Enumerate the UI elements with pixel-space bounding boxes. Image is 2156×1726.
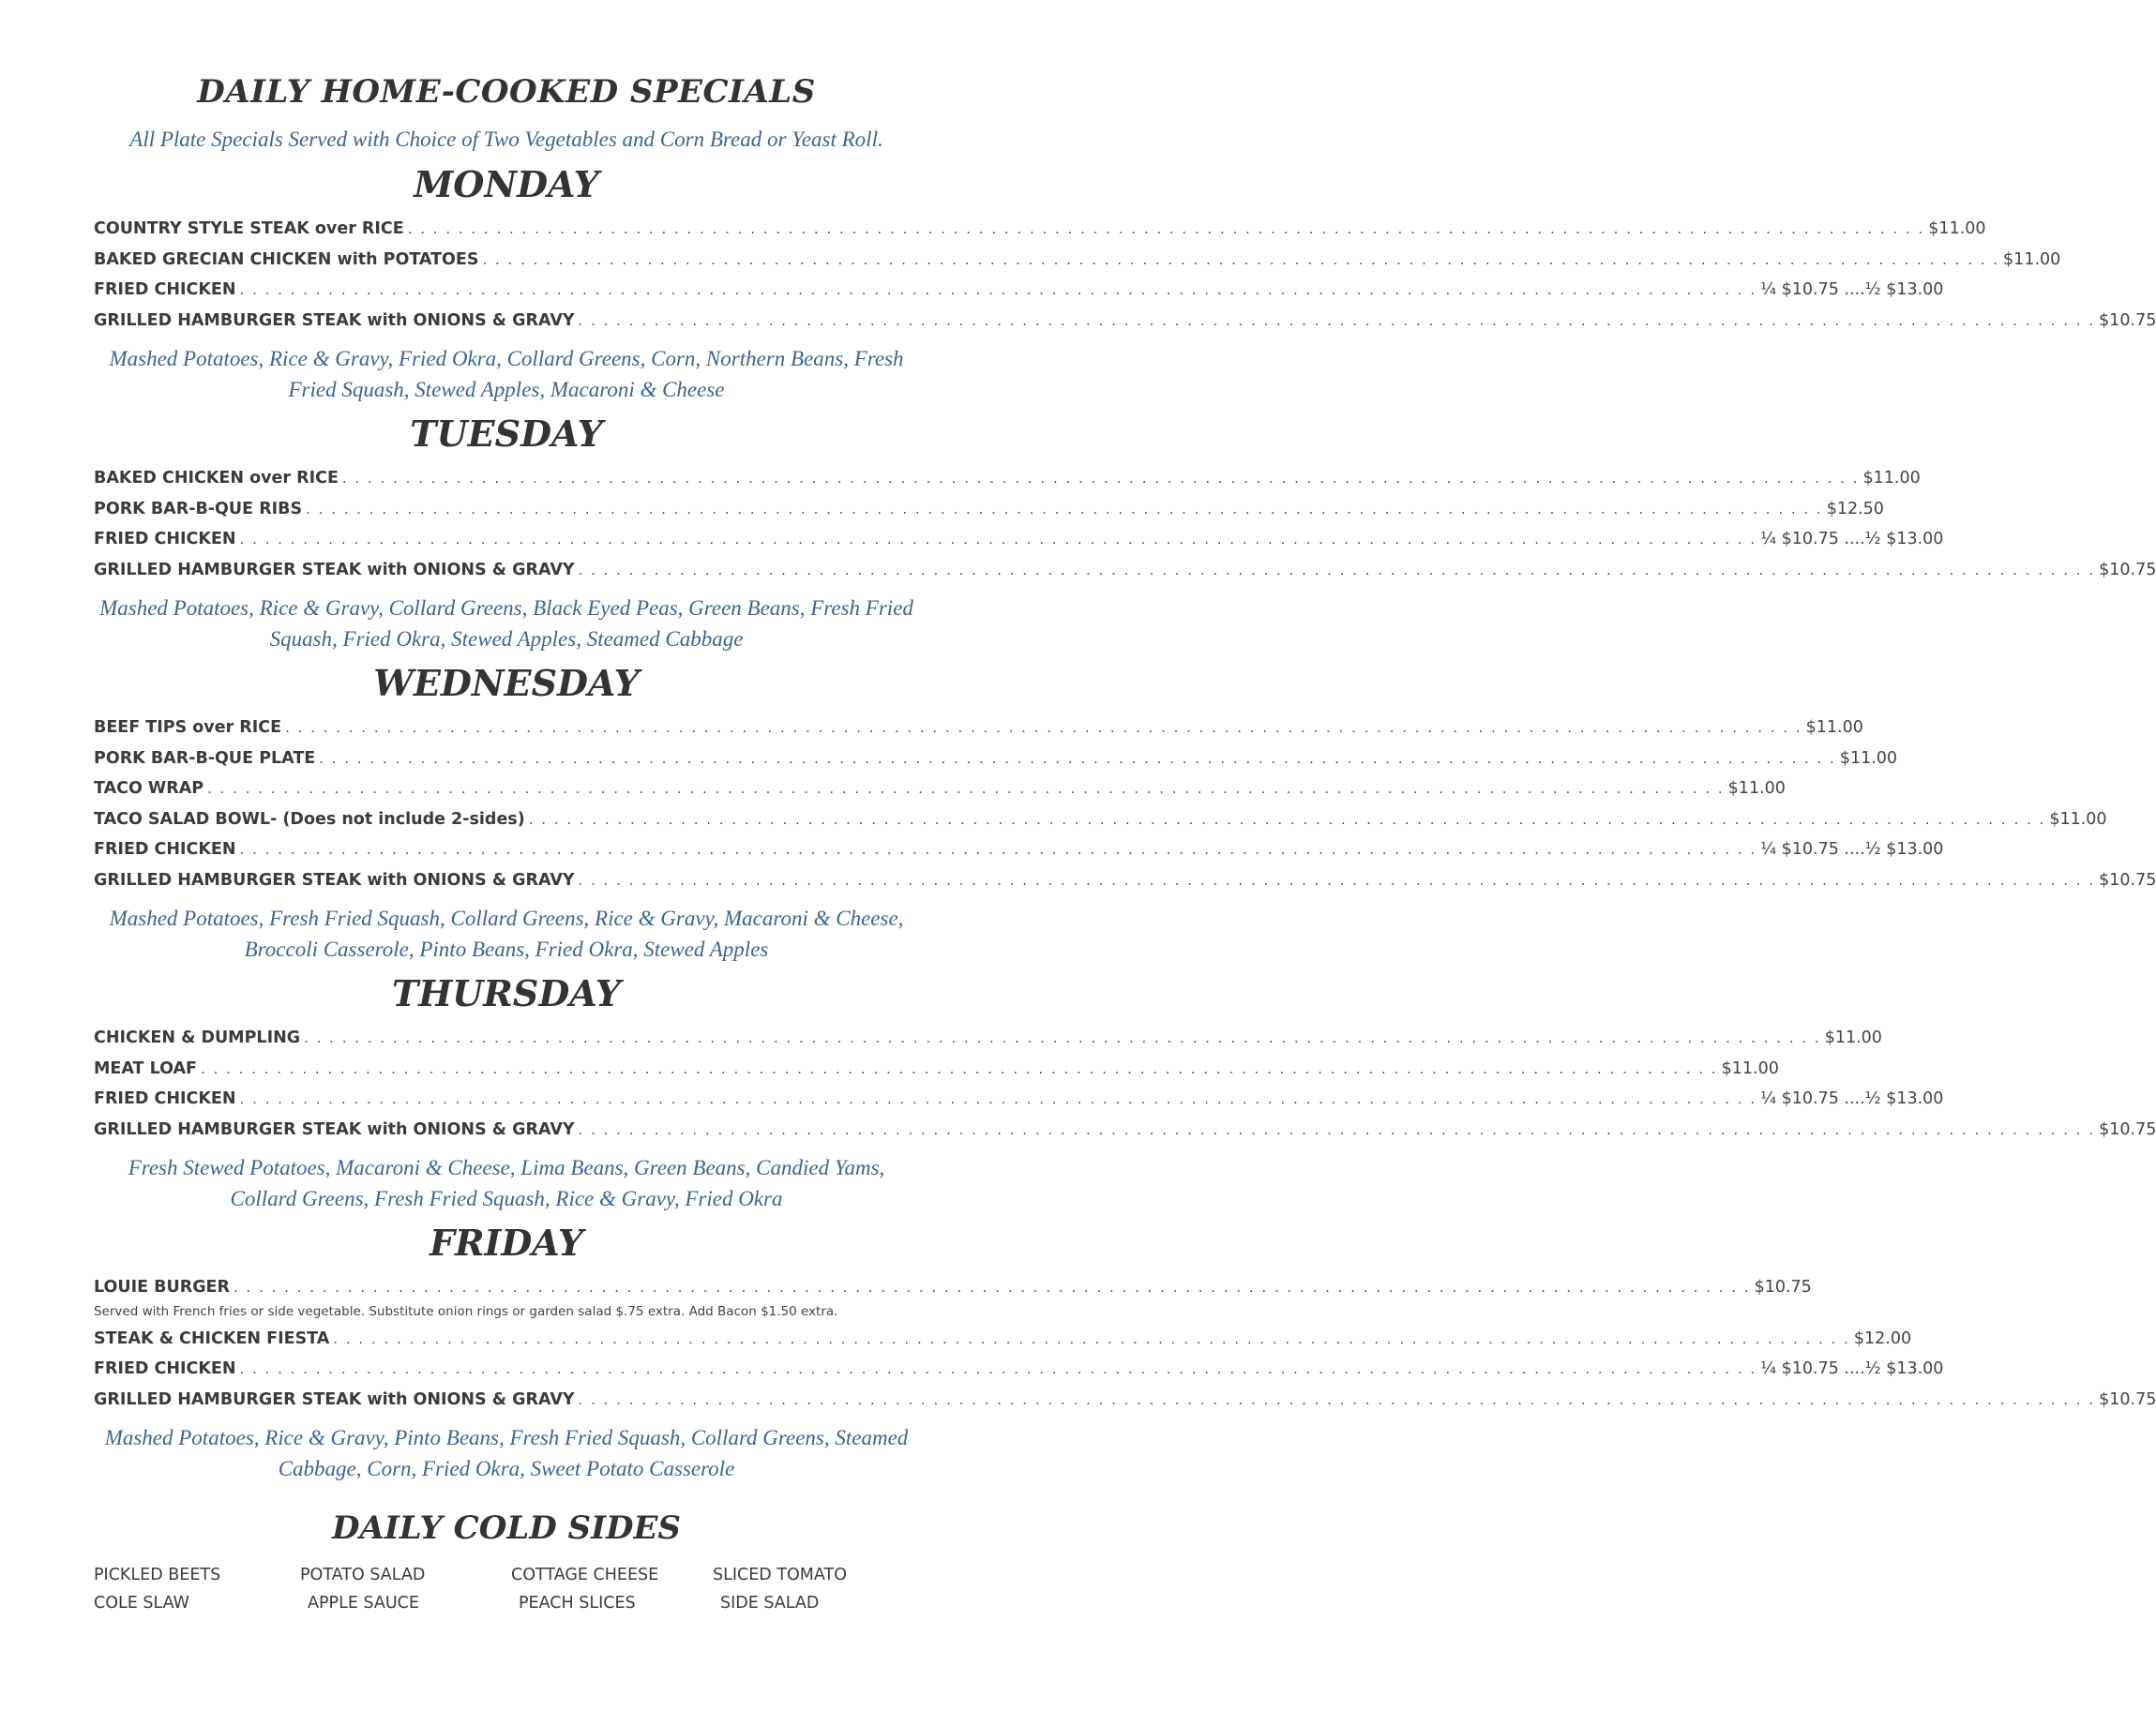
menu-item-price: $10.75 [2099, 560, 2156, 579]
day-title: THURSDAY [391, 972, 621, 1014]
menu-item-price: $11.00 [1727, 779, 1786, 798]
vegetable-sides: Mashed Potatoes, Rice & Gravy, Pinto Beans, Fresh Fried Squash, Collard Greens, Steamed Cabbage, Corn, Fried Okra, Sweet Potato Casserole [104, 1426, 909, 1480]
day-section-thursday [94, 970, 2156, 1214]
menu-item-name: COUNTRY STYLE STEAK over RICE [94, 219, 404, 238]
cold-sides-list [94, 1561, 919, 1617]
day-title: MONDAY [414, 163, 599, 205]
day-title: TUESDAY [410, 413, 603, 455]
menu-item [94, 245, 2061, 276]
cold-side-item: PEACH SLICES [519, 1594, 636, 1613]
menu-item-price: $11.00 [1839, 748, 1898, 768]
menu-item [94, 463, 1921, 494]
cold-side-item: SLICED TOMATO [713, 1566, 847, 1584]
menu-item-price: $12.50 [1826, 499, 1884, 518]
dot-leader: . . . . . . . . . . . . . . . . . . . . . . . . . . . . . . . . . . . . . . . . . . . . . . . . . . . . . . . . . . . . . . . . . . . . . . . . . . . . . . . . . . . . . . . . . . . . . . . . . . . . . . . . . . . . . . . . . . . . . . . . [341, 470, 1860, 487]
menu-items [94, 1023, 2156, 1145]
menu-item-name: LOUIE BURGER [94, 1278, 230, 1297]
cold-side-item: POTATO SALAD [300, 1566, 426, 1584]
menu-item-price: $11.00 [1805, 718, 1863, 737]
dot-leader: . . . . . . . . . . . . . . . . . . . . . . . . . . . . . . . . . . . . . . . . . . . . . . . . . . . . . . . . . . . . . . . . . . . . . . . . . . . . . . . . . . . . . . . . . . . . . . . . . . . . . . . . . . . . . . . . . . . . . . . . [207, 780, 1725, 797]
menu-item-name: TACO WRAP [94, 779, 204, 798]
vegetable-sides: Mashed Potatoes, Rice & Gravy, Collard Greens, Black Eyed Peas, Green Beans, Fresh Fried Squash, Fried Okra, Stewed Apples, Steamed Cabbage [99, 596, 913, 651]
menu-item [94, 524, 1944, 555]
cold-side-item: APPLE SAUCE [308, 1594, 419, 1613]
menu-item-name: FRIED CHICKEN [94, 530, 236, 548]
menu-item-price: $10.75 [1754, 1278, 1812, 1297]
daily-specials [94, 161, 2156, 1484]
menu-item-price: $11.00 [2049, 809, 2107, 829]
dot-leader: . . . . . . . . . . . . . . . . . . . . . . . . . . . . . . . . . . . . . . . . . . . . . . . . . . . . . . . . . . . . . . . . . . . . . . . . . . . . . . . . . . . . . . . . . . . . . . . . . . . . . . . . . . . . . . . . . . . . . . . . [528, 810, 2046, 828]
menu-item-price: $12.00 [1853, 1328, 1912, 1348]
day-section-monday [94, 161, 2156, 405]
menu-item-name: FRIED CHICKEN [94, 1359, 236, 1378]
vegetable-sides: Mashed Potatoes, Fresh Fried Squash, Collard Greens, Rice & Gravy, Macaroni & Cheese, Broccoli Casserole, Pinto Beans, Fried Okra, Stewed Apples [109, 907, 904, 961]
dot-leader: . . . . . . . . . . . . . . . . . . . . . . . . . . . . . . . . . . . . . . . . . . . . . . . . . . . . . . . . . . . . . . . . . . . . . . . . . . . . . . . . . . . . . . . . . . . . . . . . . . . . . . . . . . . . . . . . . . . . . . . . [578, 311, 2096, 329]
menu-item-name: FRIED CHICKEN [94, 1089, 236, 1108]
menu-item-price: $10.75 [2099, 870, 2156, 890]
day-section-tuesday [94, 411, 2156, 654]
menu-item-note: Served with French fries or side vegetable. Substitute onion rings or garden salad $.75 extra. Add Bacon $1.50 extra. [94, 1303, 838, 1319]
dot-leader: . . . . . . . . . . . . . . . . . . . . . . . . . . . . . . . . . . . . . . . . . . . . . . . . . . . . . . . . . . . . . . . . . . . . . . . . . . . . . . . . . . . . . . . . . . . . . . . . . . . . . . . . . . . . . . . . . . . . . . . . [239, 1090, 1757, 1107]
vegetable-sides: Mashed Potatoes, Rice & Gravy, Fried Okra, Collard Greens, Corn, Northern Beans, Fresh Fried Squash, Stewed Apples, Macaroni & Cheese [109, 347, 904, 401]
day-title: WEDNESDAY [373, 662, 640, 704]
dot-leader: . . . . . . . . . . . . . . . . . . . . . . . . . . . . . . . . . . . . . . . . . . . . . . . . . . . . . . . . . . . . . . . . . . . . . . . . . . . . . . . . . . . . . . . . . . . . . . . . . . . . . . . . . . . . . . . . . . . . . . . . [239, 1360, 1757, 1377]
cold-side-item: COLE SLAW [94, 1594, 189, 1613]
menu-item [94, 1272, 1812, 1303]
menu-item-name: GRILLED HAMBURGER STEAK with ONIONS & GRAVY [94, 310, 575, 330]
menu-item-price: ¼ $10.75 ....½ $13.00 [1760, 1089, 1944, 1108]
menu-item-price: $11.00 [1721, 1058, 1779, 1078]
day-section-wednesday [94, 660, 2156, 965]
menu-item-price: $11.00 [1928, 219, 1986, 238]
dot-leader: . . . . . . . . . . . . . . . . . . . . . . . . . . . . . . . . . . . . . . . . . . . . . . . . . . . . . . . . . . . . . . . . . . . . . . . . . . . . . . . . . . . . . . . . . . . . . . . . . . . . . . . . . . . . . . . . . . . . . . . . [578, 1390, 2096, 1408]
menu-title: DAILY HOME-COOKED SPECIALS [197, 73, 816, 111]
menu-item-price: $10.75 [2099, 1119, 2156, 1139]
menu-item-name: PORK BAR-B-QUE PLATE [94, 748, 316, 768]
menu-item [94, 1324, 1912, 1355]
menu-item-name: STEAK & CHICKEN FIESTA [94, 1328, 330, 1348]
menu-item-price: $10.75 [2099, 310, 2156, 330]
menu-item [94, 1084, 1944, 1115]
dot-leader: . . . . . . . . . . . . . . . . . . . . . . . . . . . . . . . . . . . . . . . . . . . . . . . . . . . . . . . . . . . . . . . . . . . . . . . . . . . . . . . . . . . . . . . . . . . . . . . . . . . . . . . . . . . . . . . . . . . . . . . . [239, 281, 1757, 298]
cold-side-item: PICKLED BEETS [94, 1566, 221, 1584]
dot-leader: . . . . . . . . . . . . . . . . . . . . . . . . . . . . . . . . . . . . . . . . . . . . . . . . . . . . . . . . . . . . . . . . . . . . . . . . . . . . . . . . . . . . . . . . . . . . . . . . . . . . . . . . . . . . . . . . . . . . . . . . [578, 871, 2096, 889]
menu-item-price: $11.00 [2003, 249, 2061, 269]
dot-leader: . . . . . . . . . . . . . . . . . . . . . . . . . . . . . . . . . . . . . . . . . . . . . . . . . . . . . . . . . . . . . . . . . . . . . . . . . . . . . . . . . . . . . . . . . . . . . . . . . . . . . . . . . . . . . . . . . . . . . . . . [319, 749, 1836, 767]
menu-item-name: FRIED CHICKEN [94, 280, 236, 299]
menu-item-name: GRILLED HAMBURGER STEAK with ONIONS & GRAVY [94, 1389, 575, 1409]
dot-leader: . . . . . . . . . . . . . . . . . . . . . . . . . . . . . . . . . . . . . . . . . . . . . . . . . . . . . . . . . . . . . . . . . . . . . . . . . . . . . . . . . . . . . . . . . . . . . . . . . . . . . . . . . . . . . . . . . . . . . . . . [304, 1029, 1821, 1046]
dot-leader: . . . . . . . . . . . . . . . . . . . . . . . . . . . . . . . . . . . . . . . . . . . . . . . . . . . . . . . . . . . . . . . . . . . . . . . . . . . . . . . . . . . . . . . . . . . . . . . . . . . . . . . . . . . . . . . . . . . . . . . . [333, 1329, 1850, 1347]
menu-item-price: $10.75 [2099, 1389, 2156, 1409]
menu-item [94, 1385, 2156, 1416]
menu-item [94, 1115, 2156, 1146]
menu-item-name: GRILLED HAMBURGER STEAK with ONIONS & GRAVY [94, 1119, 575, 1139]
dot-leader: . . . . . . . . . . . . . . . . . . . . . . . . . . . . . . . . . . . . . . . . . . . . . . . . . . . . . . . . . . . . . . . . . . . . . . . . . . . . . . . . . . . . . . . . . . . . . . . . . . . . . . . . . . . . . . . . . . . . . . . . [407, 220, 1925, 237]
cold-sides-title: DAILY COLD SIDES [332, 1509, 681, 1547]
vegetable-sides: Fresh Stewed Potatoes, Macaroni & Cheese, Lima Beans, Green Beans, Candied Yams, Collard Greens, Fresh Fried Squash, Rice & Gravy, Fried Okra [128, 1156, 885, 1210]
menu-item [94, 804, 2107, 835]
menu-item-name: TACO SALAD BOWL- (Does not include 2-sides) [94, 809, 525, 829]
menu-item-price: ¼ $10.75 ....½ $13.00 [1760, 840, 1944, 859]
dot-leader: . . . . . . . . . . . . . . . . . . . . . . . . . . . . . . . . . . . . . . . . . . . . . . . . . . . . . . . . . . . . . . . . . . . . . . . . . . . . . . . . . . . . . . . . . . . . . . . . . . . . . . . . . . . . . . . . . . . . . . . . [239, 531, 1757, 548]
menu-item-name: GRILLED HAMBURGER STEAK with ONIONS & GRAVY [94, 560, 575, 579]
menu-item-price: $11.00 [1862, 469, 1921, 488]
menu-item [94, 306, 2156, 337]
menu-item [94, 743, 1898, 774]
menu-item-name: CHICKEN & DUMPLING [94, 1028, 301, 1047]
menu-item-price: ¼ $10.75 ....½ $13.00 [1760, 1359, 1944, 1378]
menu-item [94, 275, 1944, 306]
cold-side-item: COTTAGE CHEESE [511, 1566, 659, 1584]
menu-item [94, 834, 1944, 865]
menu-item [94, 713, 1863, 743]
dot-leader: . . . . . . . . . . . . . . . . . . . . . . . . . . . . . . . . . . . . . . . . . . . . . . . . . . . . . . . . . . . . . . . . . . . . . . . . . . . . . . . . . . . . . . . . . . . . . . . . . . . . . . . . . . . . . . . . . . . . . . . . [285, 719, 1802, 736]
cold-side-item: SIDE SALAD [720, 1594, 820, 1613]
dot-leader: . . . . . . . . . . . . . . . . . . . . . . . . . . . . . . . . . . . . . . . . . . . . . . . . . . . . . . . . . . . . . . . . . . . . . . . . . . . . . . . . . . . . . . . . . . . . . . . . . . . . . . . . . . . . . . . . . . . . . . . . [578, 561, 2096, 578]
menu-item-price: $11.00 [1824, 1028, 1882, 1047]
menu-item-name: BEEF TIPS over RICE [94, 718, 282, 737]
dot-leader: . . . . . . . . . . . . . . . . . . . . . . . . . . . . . . . . . . . . . . . . . . . . . . . . . . . . . . . . . . . . . . . . . . . . . . . . . . . . . . . . . . . . . . . . . . . . . . . . . . . . . . . . . . . . . . . . . . . . . . . . [578, 1120, 2096, 1138]
day-title: FRIDAY [429, 1222, 583, 1264]
menu-item [94, 494, 1884, 525]
menu-item-name: PORK BAR-B-QUE RIBS [94, 499, 303, 518]
menu-item-price: ¼ $10.75 ....½ $13.00 [1760, 530, 1944, 548]
menu-item-name: MEAT LOAF [94, 1058, 198, 1078]
day-section-friday [94, 1220, 2156, 1484]
menu-item-name: BAKED CHICKEN over RICE [94, 469, 339, 488]
menu-item [94, 773, 1786, 804]
menu-item [94, 1354, 1944, 1385]
menu-item-name: BAKED GRECIAN CHICKEN with POTATOES [94, 249, 479, 269]
menu-item-name: FRIED CHICKEN [94, 840, 236, 859]
menu-items [94, 713, 2156, 895]
menu-item [94, 1054, 1779, 1085]
menu-item [94, 214, 1986, 245]
menu-items [94, 463, 2156, 585]
menu-item-price: ¼ $10.75 ....½ $13.00 [1760, 280, 1944, 299]
menu-item [94, 555, 2156, 586]
dot-leader: . . . . . . . . . . . . . . . . . . . . . . . . . . . . . . . . . . . . . . . . . . . . . . . . . . . . . . . . . . . . . . . . . . . . . . . . . . . . . . . . . . . . . . . . . . . . . . . . . . . . . . . . . . . . . . . . . . . . . . . . [239, 841, 1757, 858]
menu-items [94, 214, 2156, 336]
dot-leader: . . . . . . . . . . . . . . . . . . . . . . . . . . . . . . . . . . . . . . . . . . . . . . . . . . . . . . . . . . . . . . . . . . . . . . . . . . . . . . . . . . . . . . . . . . . . . . . . . . . . . . . . . . . . . . . . . . . . . . . . [201, 1059, 1718, 1077]
dot-leader: . . . . . . . . . . . . . . . . . . . . . . . . . . . . . . . . . . . . . . . . . . . . . . . . . . . . . . . . . . . . . . . . . . . . . . . . . . . . . . . . . . . . . . . . . . . . . . . . . . . . . . . . . . . . . . . . . . . . . . . . [306, 500, 1823, 518]
menu-items [94, 1272, 2156, 1415]
menu-subtitle: All Plate Specials Served with Choice of Two Vegetables and Corn Bread or Yeast Roll. [129, 128, 883, 151]
menu-item-name: GRILLED HAMBURGER STEAK with ONIONS & GRAVY [94, 870, 575, 890]
menu-item [94, 865, 2156, 896]
dot-leader: . . . . . . . . . . . . . . . . . . . . . . . . . . . . . . . . . . . . . . . . . . . . . . . . . . . . . . . . . . . . . . . . . . . . . . . . . . . . . . . . . . . . . . . . . . . . . . . . . . . . . . . . . . . . . . . . . . . . . . . . [482, 250, 2000, 268]
menu-item [94, 1023, 1882, 1054]
dot-leader: . . . . . . . . . . . . . . . . . . . . . . . . . . . . . . . . . . . . . . . . . . . . . . . . . . . . . . . . . . . . . . . . . . . . . . . . . . . . . . . . . . . . . . . . . . . . . . . . . . . . . . . . . . . . . . . . . . . . . . . . [234, 1279, 1751, 1296]
